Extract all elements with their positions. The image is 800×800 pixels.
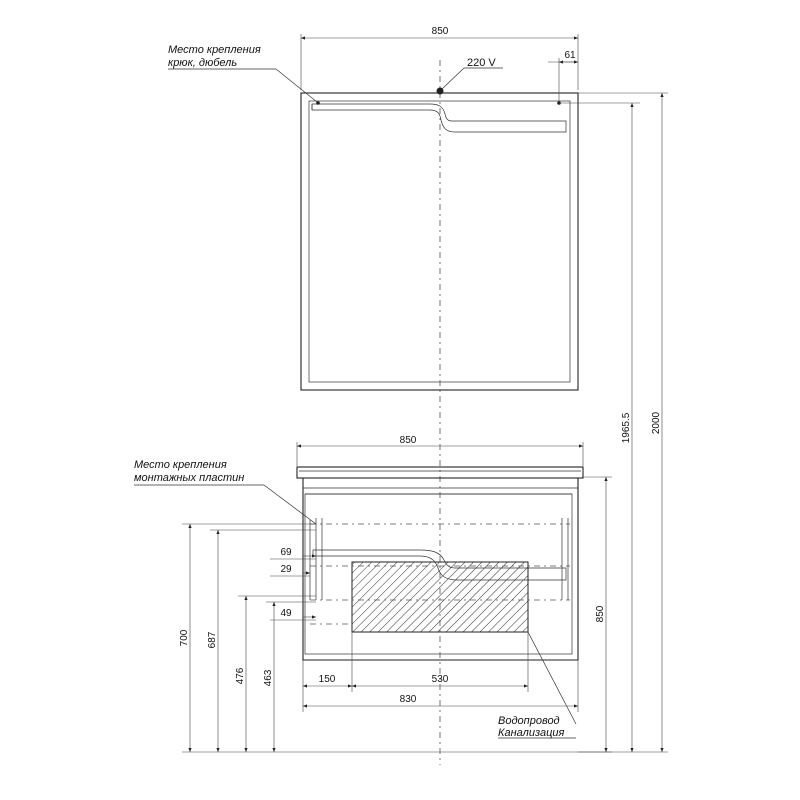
cabinet-height-label: 850 [595, 605, 606, 623]
mirror-width-dimension [301, 26, 578, 90]
mirror-width-label: 850 [431, 26, 449, 37]
height-dimension-1965 [559, 103, 640, 752]
cabinet-mount-note-line1: Место крепления [134, 459, 227, 471]
height-463-label: 463 [263, 669, 274, 687]
height-dimension-463 [263, 602, 316, 752]
mirror-mount-callout [168, 44, 317, 102]
height-dimension-700 [179, 524, 316, 752]
mirror-mount-note-line2: крюк, дюбель [168, 57, 238, 69]
pipes-note-line2: Канализация [498, 727, 565, 739]
dim-150-label: 150 [318, 674, 336, 685]
power-callout [442, 57, 503, 89]
mirror-outer-frame [301, 93, 578, 390]
cabinet-width-label: 850 [399, 435, 417, 446]
dim-29-label: 29 [280, 564, 292, 575]
height-687-label: 687 [207, 631, 218, 649]
mirror-inner-frame [309, 101, 570, 382]
pipes-note-line1: Водопровод [498, 715, 560, 727]
height-dimension-476 [235, 596, 316, 752]
dim-830-label: 830 [399, 694, 417, 705]
cabinet-mount-callout [134, 459, 316, 524]
dim-69-label: 69 [280, 547, 292, 558]
dimension-150 [303, 632, 352, 712]
mirror-mount-note-line1: Место крепления [168, 44, 261, 56]
dim-49-label: 49 [280, 608, 292, 619]
plumbing-zone [352, 562, 528, 632]
dim-530-label: 530 [431, 674, 449, 685]
cabinet-height-dimension [578, 477, 612, 752]
dimension-69 [270, 547, 316, 559]
mirror-light-strip [312, 104, 566, 132]
cabinet-mount-note-line2: монтажных пластин [134, 472, 245, 484]
height-dimension-687 [207, 530, 316, 752]
pipes-callout [498, 632, 576, 739]
dimension-49 [270, 608, 316, 620]
height-700-label: 700 [179, 629, 190, 647]
mirror [301, 88, 578, 391]
power-label: 220 V [467, 57, 496, 69]
dimension-29 [270, 564, 310, 576]
height-2000-label: 2000 [651, 411, 662, 435]
mirror-offset-label: 61 [564, 50, 576, 61]
height-476-label: 476 [235, 667, 246, 685]
height-1965-label: 1965.5 [621, 412, 632, 444]
